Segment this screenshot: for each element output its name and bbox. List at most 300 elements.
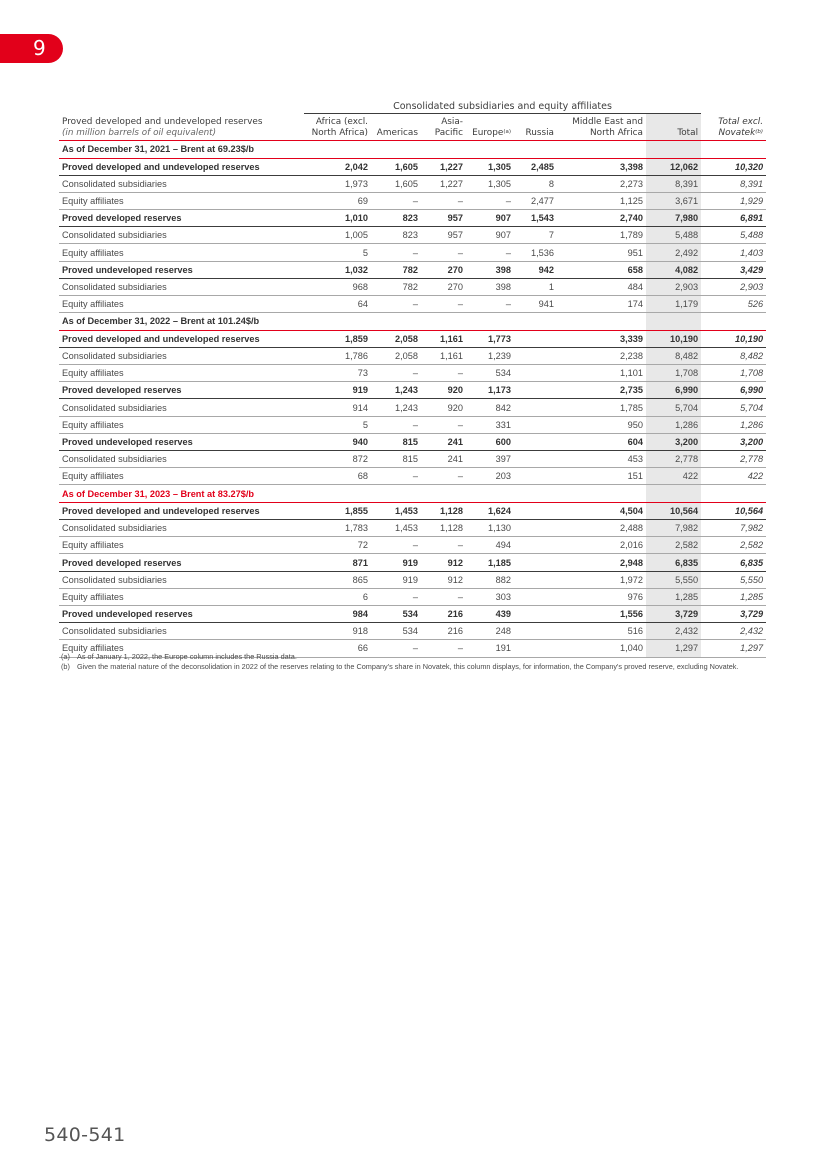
cell-middle-east: 2,740	[557, 210, 646, 227]
cell-europe: 534	[466, 365, 514, 382]
cell-americas: 2,058	[371, 347, 421, 364]
table-row	[59, 416, 766, 433]
cell-total: 1,285	[646, 588, 701, 605]
cell-total-excl-novatek: 5,550	[701, 571, 766, 588]
cell-asia-pacific: –	[421, 588, 466, 605]
cell-americas: 534	[371, 623, 421, 640]
cell-asia-pacific: 270	[421, 261, 466, 278]
cell-total-excl-novatek: 6,891	[701, 210, 766, 227]
section-excl-spacer	[701, 313, 766, 331]
cell-europe: 907	[466, 210, 514, 227]
table-row	[59, 537, 766, 554]
cell-russia: 942	[514, 261, 557, 278]
row-label: Equity affiliates	[59, 296, 304, 313]
cell-americas: 815	[371, 451, 421, 468]
excl-header-line1: Total excl.	[718, 117, 764, 127]
cell-americas: 823	[371, 227, 421, 244]
cell-africa: 865	[304, 571, 371, 588]
cell-asia-pacific: –	[421, 537, 466, 554]
cell-total: 422	[646, 468, 701, 485]
table-unit: (in million barrels of oil equivalent)	[62, 127, 217, 138]
cell-total-excl-novatek: 1,708	[701, 365, 766, 382]
cell-total: 3,729	[646, 606, 701, 623]
row-label: Consolidated subsidiaries	[59, 175, 304, 192]
cell-total: 6,990	[646, 382, 701, 399]
cell-middle-east: 2,238	[557, 347, 646, 364]
excl-footnote-ref: (b)	[755, 128, 764, 135]
table-row	[59, 296, 766, 313]
cell-americas: 534	[371, 606, 421, 623]
table-row	[59, 588, 766, 605]
cell-middle-east: 2,016	[557, 537, 646, 554]
row-label: Proved undeveloped reserves	[59, 433, 304, 450]
cell-total-excl-novatek: 422	[701, 468, 766, 485]
cell-americas: –	[371, 588, 421, 605]
cell-asia-pacific: –	[421, 640, 466, 657]
chapter-tab	[0, 34, 63, 63]
row-label: Equity affiliates	[59, 537, 304, 554]
cell-americas: –	[371, 365, 421, 382]
cell-russia	[514, 399, 557, 416]
cell-russia	[514, 502, 557, 519]
table-row	[59, 158, 766, 175]
americas-column-header: Americas	[371, 114, 421, 141]
cell-americas: 1,243	[371, 399, 421, 416]
cell-africa: 73	[304, 365, 371, 382]
section-excl-spacer	[701, 485, 766, 503]
cell-africa: 919	[304, 382, 371, 399]
cell-europe: 439	[466, 606, 514, 623]
cell-middle-east: 951	[557, 244, 646, 261]
cell-total-excl-novatek: 2,903	[701, 278, 766, 295]
cell-asia-pacific: 1,161	[421, 330, 466, 347]
table-row	[59, 330, 766, 347]
europe-footnote-ref: (a)	[503, 128, 511, 135]
cell-total: 3,200	[646, 433, 701, 450]
total-excl-novatek-column-header	[701, 114, 766, 141]
russia-column-header: Russia	[514, 114, 557, 141]
cell-total: 8,391	[646, 175, 701, 192]
table-body	[59, 141, 766, 658]
cell-total-excl-novatek: 1,297	[701, 640, 766, 657]
cell-middle-east: 1,785	[557, 399, 646, 416]
cell-middle-east: 3,398	[557, 158, 646, 175]
cell-asia-pacific: 1,128	[421, 502, 466, 519]
cell-americas: 1,453	[371, 502, 421, 519]
cell-total: 4,082	[646, 261, 701, 278]
cell-total: 2,903	[646, 278, 701, 295]
row-label: Consolidated subsidiaries	[59, 278, 304, 295]
cell-americas: –	[371, 640, 421, 657]
cell-total: 8,482	[646, 347, 701, 364]
cell-russia	[514, 537, 557, 554]
cell-europe: 1,624	[466, 502, 514, 519]
cell-middle-east: 516	[557, 623, 646, 640]
cell-total-excl-novatek: 1,403	[701, 244, 766, 261]
cell-europe: 397	[466, 451, 514, 468]
cell-africa: 940	[304, 433, 371, 450]
row-label: Equity affiliates	[59, 416, 304, 433]
table-row	[59, 468, 766, 485]
cell-asia-pacific: 241	[421, 451, 466, 468]
cell-europe: 203	[466, 468, 514, 485]
cell-asia-pacific: 1,161	[421, 347, 466, 364]
cell-total-excl-novatek: 3,200	[701, 433, 766, 450]
cell-africa: 1,005	[304, 227, 371, 244]
section-total-spacer	[646, 485, 701, 503]
table-row	[59, 571, 766, 588]
cell-asia-pacific: –	[421, 296, 466, 313]
cell-americas: 815	[371, 433, 421, 450]
cell-middle-east: 2,735	[557, 382, 646, 399]
cell-middle-east: 484	[557, 278, 646, 295]
cell-africa: 918	[304, 623, 371, 640]
cell-total: 5,550	[646, 571, 701, 588]
cell-europe: 398	[466, 261, 514, 278]
cell-africa: 1,859	[304, 330, 371, 347]
cell-americas: –	[371, 468, 421, 485]
cell-americas: –	[371, 537, 421, 554]
table-title: Proved developed and undeveloped reserves	[62, 117, 263, 127]
cell-total: 10,190	[646, 330, 701, 347]
cell-asia-pacific: –	[421, 365, 466, 382]
cell-asia-pacific: –	[421, 416, 466, 433]
cell-asia-pacific: 216	[421, 623, 466, 640]
cell-europe: 1,130	[466, 520, 514, 537]
cell-americas: 1,243	[371, 382, 421, 399]
cell-russia: 1	[514, 278, 557, 295]
cell-africa: 872	[304, 451, 371, 468]
cell-africa: 6	[304, 588, 371, 605]
cell-americas: –	[371, 192, 421, 209]
section-title: As of December 31, 2022 – Brent at 101.24$/b	[59, 313, 646, 331]
cell-russia	[514, 347, 557, 364]
row-label: Consolidated subsidiaries	[59, 399, 304, 416]
cell-europe: 1,305	[466, 175, 514, 192]
cell-total-excl-novatek: 2,778	[701, 451, 766, 468]
row-label: Proved developed reserves	[59, 382, 304, 399]
cell-americas: 919	[371, 571, 421, 588]
cell-europe: 600	[466, 433, 514, 450]
cell-total: 2,778	[646, 451, 701, 468]
cell-asia-pacific: –	[421, 192, 466, 209]
table-row	[59, 192, 766, 209]
row-label: Equity affiliates	[59, 192, 304, 209]
cell-americas: 782	[371, 278, 421, 295]
cell-africa: 914	[304, 399, 371, 416]
cell-total-excl-novatek: 1,285	[701, 588, 766, 605]
cell-total: 3,671	[646, 192, 701, 209]
cell-americas: –	[371, 296, 421, 313]
cell-asia-pacific: 920	[421, 399, 466, 416]
cell-russia	[514, 468, 557, 485]
cell-total-excl-novatek: 10,190	[701, 330, 766, 347]
cell-africa: 871	[304, 554, 371, 571]
row-label: Consolidated subsidiaries	[59, 227, 304, 244]
cell-total: 1,297	[646, 640, 701, 657]
cell-russia	[514, 554, 557, 571]
cell-russia	[514, 416, 557, 433]
table-row	[59, 175, 766, 192]
me-header-line1: Middle East and	[572, 117, 643, 127]
cell-middle-east: 1,556	[557, 606, 646, 623]
cell-africa: 1,783	[304, 520, 371, 537]
cell-total: 5,704	[646, 399, 701, 416]
section-header-row	[59, 485, 766, 503]
cell-africa: 984	[304, 606, 371, 623]
cell-europe: 303	[466, 588, 514, 605]
cell-europe: 494	[466, 537, 514, 554]
cell-russia	[514, 520, 557, 537]
cell-asia-pacific: 216	[421, 606, 466, 623]
cell-russia: 2,485	[514, 158, 557, 175]
cell-europe: 331	[466, 416, 514, 433]
cell-africa: 68	[304, 468, 371, 485]
cell-russia: 1,543	[514, 210, 557, 227]
cell-europe: 907	[466, 227, 514, 244]
middle-east-column-header	[557, 114, 646, 141]
excl-header-line2: Novatek	[718, 127, 756, 138]
cell-total: 12,062	[646, 158, 701, 175]
cell-asia-pacific: 241	[421, 433, 466, 450]
cell-africa: 69	[304, 192, 371, 209]
table-row	[59, 623, 766, 640]
cell-russia	[514, 433, 557, 450]
cell-africa: 72	[304, 537, 371, 554]
cell-africa: 1,010	[304, 210, 371, 227]
cell-europe: 842	[466, 399, 514, 416]
cell-total-excl-novatek: 2,582	[701, 537, 766, 554]
me-header-line2: North Africa	[590, 127, 643, 138]
cell-asia-pacific: 957	[421, 210, 466, 227]
cell-middle-east: 4,504	[557, 502, 646, 519]
africa-header-line2: North Africa)	[311, 127, 368, 138]
table-row	[59, 261, 766, 278]
page-numbers: 540-541	[44, 1124, 126, 1146]
cell-asia-pacific: 270	[421, 278, 466, 295]
row-label: Equity affiliates	[59, 365, 304, 382]
cell-europe: 1,185	[466, 554, 514, 571]
cell-africa: 1,855	[304, 502, 371, 519]
row-label: Equity affiliates	[59, 640, 304, 657]
cell-americas: 1,605	[371, 158, 421, 175]
table-row	[59, 520, 766, 537]
cell-total-excl-novatek: 8,391	[701, 175, 766, 192]
cell-total-excl-novatek: 8,482	[701, 347, 766, 364]
footnote-text: Given the material nature of the deconsolidation in 2022 of the reserves relating to the Company's share in Novatek, this column displays, for information, the Company's proved reserve, excluding Novatek.	[77, 661, 739, 671]
cell-total-excl-novatek: 5,488	[701, 227, 766, 244]
cell-total: 2,492	[646, 244, 701, 261]
table-row	[59, 347, 766, 364]
cell-middle-east: 1,972	[557, 571, 646, 588]
cell-americas: 919	[371, 554, 421, 571]
cell-russia	[514, 365, 557, 382]
cell-europe: 882	[466, 571, 514, 588]
africa-column-header	[304, 114, 371, 141]
cell-europe: –	[466, 244, 514, 261]
cell-total: 1,179	[646, 296, 701, 313]
section-header-row	[59, 141, 766, 159]
cell-americas: –	[371, 416, 421, 433]
cell-russia	[514, 382, 557, 399]
cell-russia	[514, 623, 557, 640]
reserves-table-container	[59, 97, 766, 658]
cell-total-excl-novatek: 3,729	[701, 606, 766, 623]
asia-header-line1: Asia-	[441, 117, 463, 127]
table-row	[59, 451, 766, 468]
cell-total: 6,835	[646, 554, 701, 571]
table-row	[59, 502, 766, 519]
cell-total: 1,708	[646, 365, 701, 382]
row-label: Proved developed and undeveloped reserves	[59, 330, 304, 347]
cell-russia	[514, 330, 557, 347]
asia-header-line2: Pacific	[434, 127, 463, 138]
cell-middle-east: 1,125	[557, 192, 646, 209]
row-label: Equity affiliates	[59, 244, 304, 261]
cell-europe: –	[466, 192, 514, 209]
row-label: Consolidated subsidiaries	[59, 347, 304, 364]
cell-americas: 782	[371, 261, 421, 278]
cell-asia-pacific: –	[421, 244, 466, 261]
section-total-spacer	[646, 313, 701, 331]
cell-total-excl-novatek: 10,564	[701, 502, 766, 519]
cell-europe: 248	[466, 623, 514, 640]
cell-americas: 1,453	[371, 520, 421, 537]
cell-russia	[514, 606, 557, 623]
total-column-header: Total	[646, 114, 701, 141]
cell-total-excl-novatek: 526	[701, 296, 766, 313]
cell-africa: 968	[304, 278, 371, 295]
cell-total-excl-novatek: 6,990	[701, 382, 766, 399]
row-label: Proved undeveloped reserves	[59, 261, 304, 278]
cell-middle-east: 1,101	[557, 365, 646, 382]
footnotes	[61, 652, 766, 671]
section-header-row	[59, 313, 766, 331]
table-row	[59, 244, 766, 261]
table-row	[59, 227, 766, 244]
cell-asia-pacific: 1,227	[421, 158, 466, 175]
cell-total: 2,582	[646, 537, 701, 554]
cell-middle-east: 2,273	[557, 175, 646, 192]
cell-middle-east: 1,789	[557, 227, 646, 244]
cell-total: 5,488	[646, 227, 701, 244]
cell-asia-pacific: 920	[421, 382, 466, 399]
cell-europe: 1,173	[466, 382, 514, 399]
cell-russia: 1,536	[514, 244, 557, 261]
row-label: Proved developed reserves	[59, 554, 304, 571]
cell-asia-pacific: 1,128	[421, 520, 466, 537]
cell-russia: 2,477	[514, 192, 557, 209]
cell-africa: 1,973	[304, 175, 371, 192]
cell-middle-east: 174	[557, 296, 646, 313]
cell-total-excl-novatek: 6,835	[701, 554, 766, 571]
row-label: Proved developed reserves	[59, 210, 304, 227]
cell-russia	[514, 451, 557, 468]
cell-middle-east: 453	[557, 451, 646, 468]
cell-middle-east: 2,488	[557, 520, 646, 537]
cell-africa: 1,786	[304, 347, 371, 364]
cell-africa: 66	[304, 640, 371, 657]
cell-africa: 64	[304, 296, 371, 313]
table-row	[59, 278, 766, 295]
cell-middle-east: 950	[557, 416, 646, 433]
section-excl-spacer	[701, 141, 766, 159]
row-label: Proved undeveloped reserves	[59, 606, 304, 623]
cell-middle-east: 976	[557, 588, 646, 605]
table-row	[59, 433, 766, 450]
cell-americas: 823	[371, 210, 421, 227]
cell-asia-pacific: –	[421, 468, 466, 485]
cell-total-excl-novatek: 10,320	[701, 158, 766, 175]
cell-total: 7,980	[646, 210, 701, 227]
cell-asia-pacific: 1,227	[421, 175, 466, 192]
cell-africa: 1,032	[304, 261, 371, 278]
row-label: Proved developed and undeveloped reserves	[59, 502, 304, 519]
footnote-marker: (a)	[61, 652, 70, 661]
row-label: Equity affiliates	[59, 588, 304, 605]
asia-column-header	[421, 114, 466, 141]
chapter-number: 9	[33, 36, 46, 60]
cell-middle-east: 658	[557, 261, 646, 278]
row-label: Consolidated subsidiaries	[59, 520, 304, 537]
cell-europe: 398	[466, 278, 514, 295]
cell-russia: 941	[514, 296, 557, 313]
group-header-row	[59, 97, 766, 114]
cell-asia-pacific: 957	[421, 227, 466, 244]
row-label: Equity affiliates	[59, 468, 304, 485]
cell-total: 10,564	[646, 502, 701, 519]
cell-africa: 5	[304, 244, 371, 261]
table-row	[59, 399, 766, 416]
footnote-marker: (b)	[61, 661, 70, 671]
cell-total-excl-novatek: 1,286	[701, 416, 766, 433]
cell-asia-pacific: 912	[421, 554, 466, 571]
cell-russia: 8	[514, 175, 557, 192]
cell-middle-east: 1,040	[557, 640, 646, 657]
cell-americas: 2,058	[371, 330, 421, 347]
footnote-text: As of January 1, 2022, the Europe column includes the Russia data.	[77, 652, 297, 661]
row-label: Consolidated subsidiaries	[59, 623, 304, 640]
cell-europe: –	[466, 296, 514, 313]
africa-header-line1: Africa (excl.	[315, 117, 368, 127]
section-title: As of December 31, 2023 – Brent at 83.27$/b	[59, 485, 646, 503]
section-total-spacer	[646, 141, 701, 159]
column-header-row	[59, 114, 766, 141]
cell-total-excl-novatek: 2,432	[701, 623, 766, 640]
cell-middle-east: 3,339	[557, 330, 646, 347]
cell-middle-east: 604	[557, 433, 646, 450]
cell-total: 2,432	[646, 623, 701, 640]
cell-europe: 1,773	[466, 330, 514, 347]
table-row	[59, 210, 766, 227]
row-label: Consolidated subsidiaries	[59, 451, 304, 468]
cell-americas: –	[371, 244, 421, 261]
row-label: Consolidated subsidiaries	[59, 571, 304, 588]
cell-americas: 1,605	[371, 175, 421, 192]
row-label: Proved developed and undeveloped reserves	[59, 158, 304, 175]
reserves-table	[59, 97, 766, 658]
footnote-a	[61, 652, 766, 662]
cell-europe: 1,239	[466, 347, 514, 364]
cell-total: 7,982	[646, 520, 701, 537]
group-header: Consolidated subsidiaries and equity affiliates	[304, 97, 701, 114]
europe-header-text: Europe	[472, 127, 504, 138]
section-title: As of December 31, 2021 – Brent at 69.23$/b	[59, 141, 646, 159]
table-row	[59, 365, 766, 382]
cell-africa: 5	[304, 416, 371, 433]
label-column-header	[59, 114, 304, 141]
cell-total-excl-novatek: 7,982	[701, 520, 766, 537]
